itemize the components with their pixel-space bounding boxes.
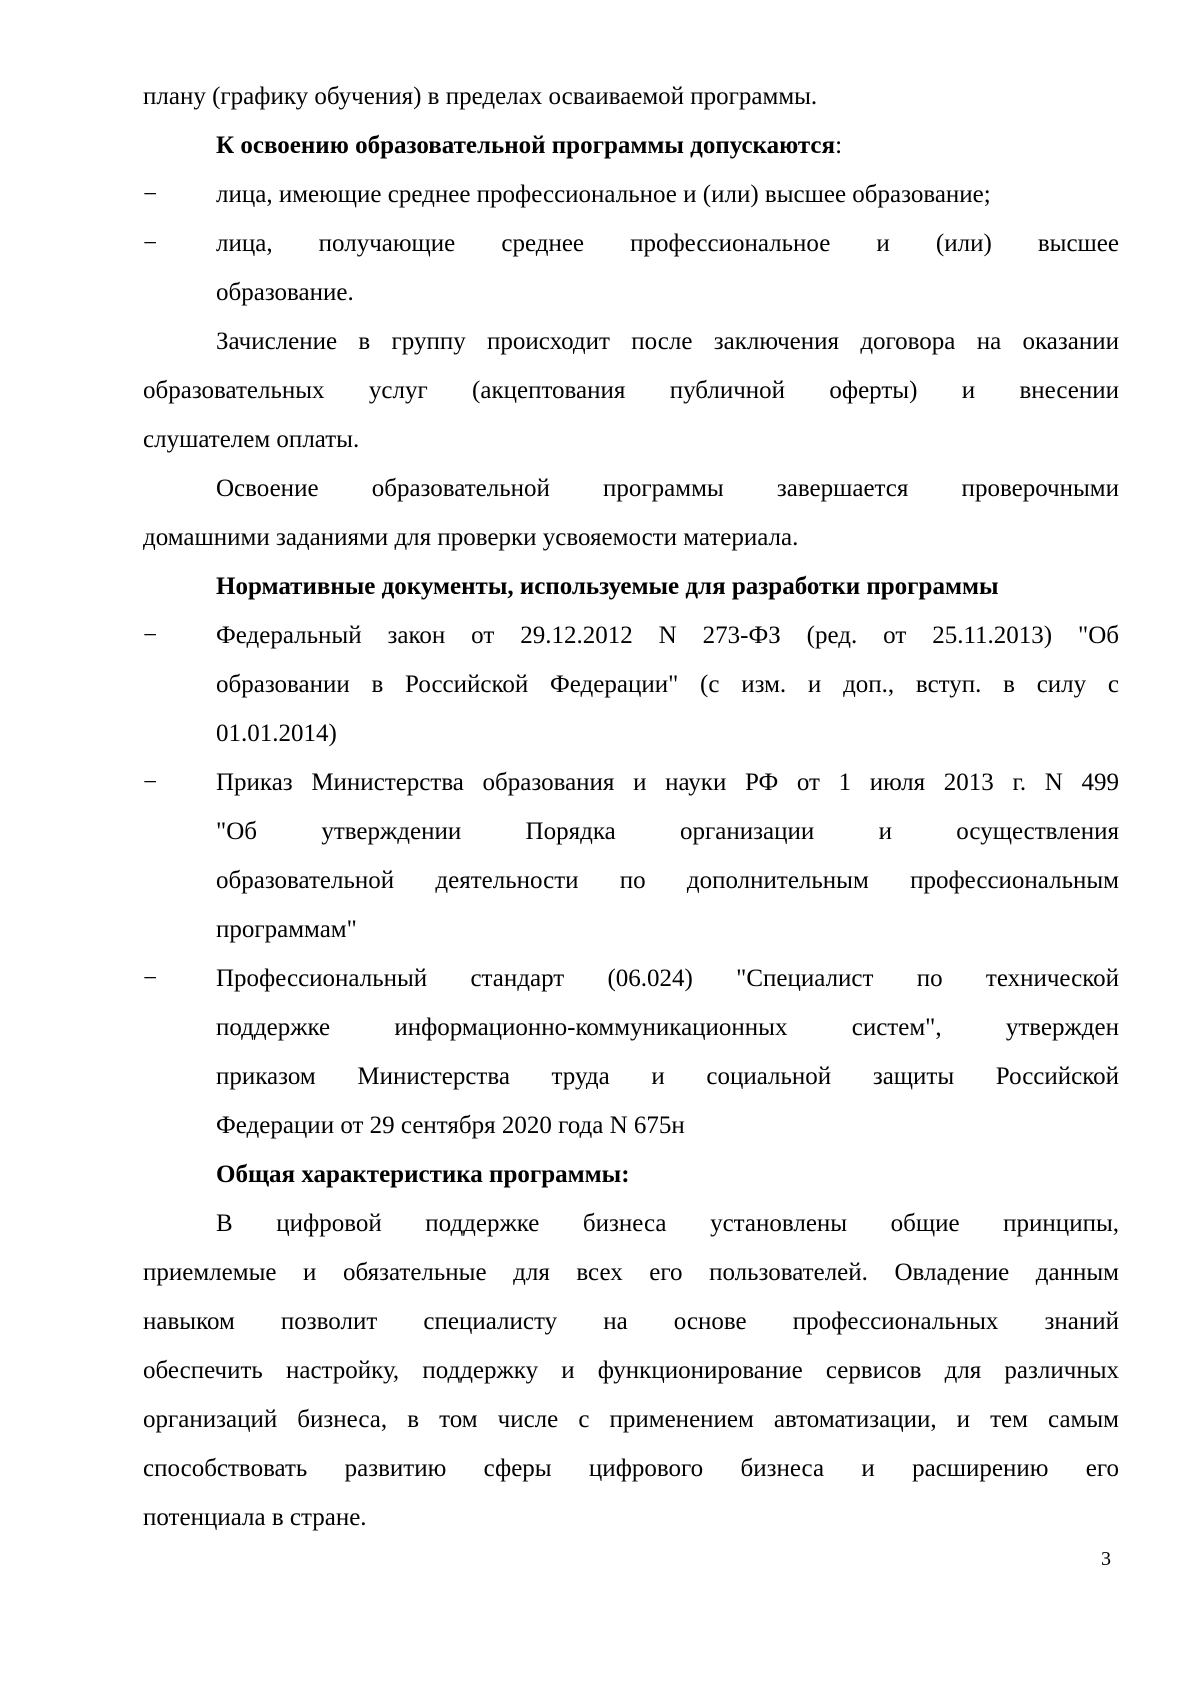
bullet-dash: − — [143, 622, 158, 649]
admission-heading-colon: : — [835, 132, 843, 159]
admission-heading-row — [216, 131, 842, 161]
page-number: 3 — [1101, 1548, 1111, 1570]
general-line-2: приемлемые и обязательные для всех его пользователей. Овладение данным — [143, 1259, 1119, 1286]
general-line-1: В цифровой поддержке бизнеса установлены общие принципы, — [216, 1210, 1119, 1237]
bullet-dash: − — [143, 181, 158, 208]
normative-item-3-line-2: поддержке информационно-коммуникационных систем", утвержден — [216, 1014, 1119, 1041]
completion-line-1: Освоение образовательной программы завершается проверочными — [216, 475, 1119, 502]
normative-item-3-line-1: Профессиональный стандарт (06.024) "Специалист по технической — [216, 965, 1119, 992]
admission-item-1-line-1: лица, имеющие среднее профессиональное и (или) высшее образование; — [216, 181, 991, 208]
intro-line: плану (графику обучения) в пределах осваиваемой программы. — [143, 83, 818, 110]
admission-item-2-line-2: образование. — [216, 279, 354, 306]
normative-heading: Нормативные документы, используемые для разработки программы — [216, 573, 999, 600]
normative-item-3-line-3: приказом Министерства труда и социальной защиты Российской — [216, 1063, 1119, 1090]
admission-heading: К освоению образовательной программы допускаются — [216, 132, 836, 159]
normative-item-2-line-4: программам" — [216, 916, 357, 943]
bullet-dash: − — [143, 965, 158, 992]
normative-item-3-line-4: Федерации от 29 сентября 2020 года N 675н — [216, 1112, 685, 1139]
enrollment-line-3: слушателем оплаты. — [143, 426, 360, 453]
general-line-7: потенциала в стране. — [143, 1504, 367, 1531]
general-heading: Общая характеристика программы: — [216, 1161, 630, 1188]
bullet-dash: − — [143, 769, 158, 796]
general-line-6: способствовать развитию сферы цифрового бизнеса и расширению его — [143, 1455, 1119, 1482]
normative-item-1-line-3: 01.01.2014) — [216, 720, 337, 747]
enrollment-line-2: образовательных услуг (акцептования публичной оферты) и внесении — [143, 377, 1119, 404]
enrollment-line-1: Зачисление в группу происходит после заключения договора на оказании — [216, 328, 1119, 355]
normative-item-1-line-1: Федеральный закон от 29.12.2012 N 273-ФЗ (ред. от 25.11.2013) "Об — [216, 622, 1119, 649]
normative-item-2-line-3: образовательной деятельности по дополнительным профессиональным — [216, 867, 1119, 894]
completion-line-2: домашними заданиями для проверки усвояемости материала. — [143, 524, 799, 551]
bullet-dash: − — [143, 230, 158, 257]
general-line-4: обеспечить настройку, поддержку и функционирование сервисов для различных — [143, 1357, 1119, 1384]
general-line-5: организаций бизнеса, в том числе с применением автоматизации, и тем самым — [143, 1406, 1119, 1433]
normative-item-1-line-2: образовании в Российской Федерации" (с изм. и доп., вступ. в силу с — [216, 671, 1119, 698]
normative-item-2-line-2: "Об утверждении Порядка организации и осуществления — [216, 818, 1119, 845]
general-line-3: навыком позволит специалисту на основе профессиональных знаний — [143, 1308, 1119, 1335]
admission-item-2-line-1: лица, получающие среднее профессиональное и (или) высшее — [216, 230, 1119, 257]
normative-item-2-line-1: Приказ Министерства образования и науки РФ от 1 июля 2013 г. N 499 — [216, 769, 1119, 796]
